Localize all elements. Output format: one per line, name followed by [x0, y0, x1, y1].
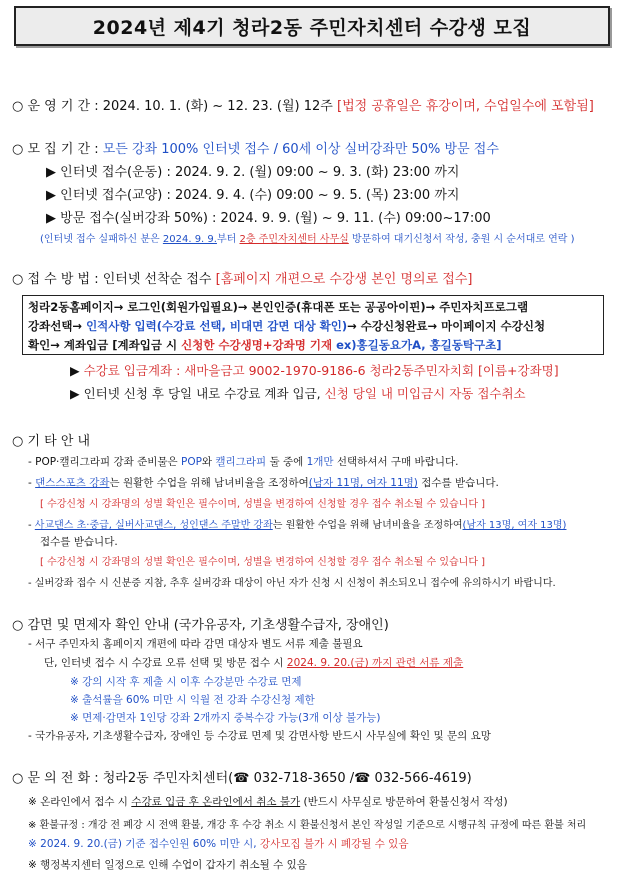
recruit-note-a: (인터넷 접수 실패하신 분은	[40, 234, 163, 245]
contact-label: ○ 문 의 전 화 : 청라2동 주민자치센터(☎ 032-718-3650 /☎ 032-566-4619)	[12, 771, 472, 786]
etc-label: ○ 기 타 안 내	[12, 434, 91, 449]
procedure-line-1: 청라2동홈페이지→ 로그인(회원가입필요)→ 본인인증(휴대폰 또는 공공아이핀)→ 주민자치프로그램	[28, 300, 529, 314]
cancel-a: ▶ 인터넷 신청 후 당일 내로 수강료 계좌 입금,	[70, 386, 325, 401]
etc-line-6: [ 수강신청 시 강좌명의 성별 확인은 필수이며, 성별을 변경하여 신청할 경우 접수 취소될 수 있습니다 ]	[40, 557, 486, 568]
etc-2c: 는 원활한 수업을 위해 남녀비율을 조정하여	[109, 477, 309, 489]
etc-2b: 댄스스포츠 강좌	[35, 477, 110, 489]
proc-2b: 인적사항 입력(수강료 선택, 비대면 감면 대상 확인)	[86, 319, 348, 333]
contact-line-1	[28, 794, 508, 809]
etc-2a: -	[28, 477, 36, 489]
account-arrow: ▶	[70, 363, 84, 378]
period-line	[12, 95, 594, 114]
etc-4a: -	[28, 520, 35, 531]
recruit-line	[12, 138, 499, 157]
discount-label: ○ 감면 및 면제자 확인 안내 (국가유공자, 기초생활수급자, 장애인)	[12, 618, 389, 633]
recruit-note-date: 2024. 9. 9.	[162, 234, 217, 245]
proc-3a: 확인→ 계좌입금 [계좌입금 시	[28, 338, 182, 352]
method-label: ○ 접 수 방 법 : 인터넷 선착순 접수	[12, 272, 216, 287]
etc-1c: 와	[201, 456, 216, 468]
method-note: [홈페이지 개편으로 수강생 본인 명의로 접수]	[215, 272, 473, 287]
discount-line-3: ※ 강의 시작 후 제출 시 이후 수강분만 수강료 면제	[70, 676, 302, 688]
etc-4b: 사교댄스 초·중급, 실버사교댄스, 성인댄스 주말반 강좌	[34, 520, 273, 531]
proc-2a: 강좌선택→	[28, 319, 87, 333]
etc-line-3: [ 수강신청 시 강좌명의 성별 확인은 필수이며, 성별을 변경하여 신청할 경우 접수 취소될 수 있습니다 ]	[40, 499, 486, 510]
contact-3a: ※ 2024. 9. 20.(금) 기준 접수인원 60% 미만 시,	[28, 838, 260, 850]
contact-1b: 수강료 입금 후 온라인에서 취소 불가	[131, 796, 301, 808]
discount-line-5: ※ 면제·감면자 1인당 강좌 2개까지 중복수강 가능(3개 이상 불가능)	[70, 712, 381, 724]
etc-4c: 는 원활한 수업을 위해 남녀비율을 조정하여	[272, 520, 463, 531]
title-banner	[14, 6, 610, 46]
etc-2d: (남자 11명, 여자 11명)	[308, 477, 418, 489]
page-title: 2024년 제4기 청라2동 주민자치센터 수강생 모집	[92, 16, 532, 39]
etc-line-5: 접수를 받습니다.	[40, 536, 118, 548]
procedure-line-2	[28, 318, 545, 334]
procedure-line-3	[28, 337, 501, 353]
contact-line-2: ※ 환불규정 : 개강 전 폐강 시 전액 환불, 개강 후 수강 취소 시 환불신청서 본인 작성일 기준으로 시행규칙 규정에 따른 환불 처리	[28, 820, 587, 831]
discount-line-4: ※ 출석률을 60% 미만 시 익월 전 강좌 수강신청 제한	[70, 694, 315, 706]
discount-line-2	[44, 655, 463, 670]
contact-line-3	[28, 836, 408, 851]
discount-line-1: - 서구 주민자치 홈페이지 개편에 따라 감면 대상자 별도 서류 제출 불필요	[28, 638, 363, 650]
recruit-note-c: 부터	[216, 234, 240, 245]
account-info: 수강료 입금계좌 : 새마을금고 9002-1970-9186-6 청라2동주민자치회 [이름+강좌명]	[83, 363, 559, 378]
etc-1e: 둘 중에	[266, 456, 307, 468]
recruit-note	[40, 230, 575, 245]
etc-line-1	[28, 454, 458, 469]
discount-deadline: 2024. 9. 20.(금) 까지 관련 서류 제출	[286, 657, 464, 669]
recruit-item-3: ▶ 방문 접수(실버강좌 50%) : 2024. 9. 9. (월) ~ 9. 11. (수) 09:00~17:00	[46, 211, 491, 226]
recruit-label: ○ 모 집 기 간 :	[12, 142, 103, 157]
etc-line-2	[28, 475, 499, 490]
discount-line-6: - 국가유공자, 기초생활수급자, 장애인 등 수강료 면제 및 감면사항 반드시 사무실에 확인 및 문의 요망	[28, 730, 491, 742]
contact-1c: (반드시 사무실로 방문하여 환불신청서 작성)	[300, 796, 508, 808]
proc-2c: → 수강신청완료→ 마이페이지 수강신청	[347, 319, 546, 333]
contact-3b: 강사모집 불가 시 폐강될 수 있음	[259, 838, 409, 850]
etc-line-4	[28, 516, 566, 531]
etc-4d: (남자 13명, 여자 13명)	[462, 520, 567, 531]
period-note: [법정 공휴일은 휴강이며, 수업일수에 포함됨]	[337, 99, 594, 114]
recruit-item-1: ▶ 인터넷 접수(운동) : 2024. 9. 2. (월) 09:00 ~ 9. 3. (화) 23:00 까지	[46, 165, 460, 180]
period-label: ○ 운 영 기 간 : 2024. 10. 1. (화) ~ 12. 23. (월) 12주	[12, 99, 333, 114]
proc-3c: ex)홍길동요가A, 홍길동탁구초]	[332, 338, 502, 352]
cancel-line	[70, 384, 526, 402]
etc-1b: POP	[180, 456, 202, 468]
etc-1d: 캘리그라피	[215, 456, 267, 468]
etc-1g: 선택하셔서 구매 바랍니다.	[333, 456, 459, 468]
contact-line-4: ※ 행정복지센터 일정으로 인해 수업이 갑자기 취소될 수 있음	[28, 859, 307, 871]
recruit-item-2: ▶ 인터넷 접수(교양) : 2024. 9. 4. (수) 09:00 ~ 9. 5. (목) 23:00 까지	[46, 188, 460, 203]
etc-line-7: - 실버강좌 접수 시 신분증 지참, 추후 실버강좌 대상이 아닌 자가 신청 시 신청이 취소되오니 접수에 유의하시기 바랍니다.	[28, 578, 556, 589]
discount-2a: 단, 인터넷 접수 시 수강료 오류 선택 및 방문 접수 시	[44, 657, 287, 669]
etc-1a: - POP·캘리그라피 강좌 준비물은	[28, 456, 181, 468]
account-line	[70, 361, 559, 379]
contact-1a: ※ 온라인에서 접수 시	[28, 796, 132, 808]
recruit-note-office: 2층 주민자치센터 사무실	[239, 234, 349, 245]
etc-1f: 1개만	[306, 456, 334, 468]
recruit-note-e: 방문하여 대기신청서 작성, 충원 시 순서대로 연락 )	[348, 234, 575, 245]
cancel-b: 신청 당일 내 미입금시 자동 접수취소	[324, 386, 526, 401]
etc-2e: 접수를 받습니다.	[417, 477, 499, 489]
recruit-summary: 모든 강좌 100% 인터넷 접수 / 60세 이상 실버강좌만 50% 방문 접수	[102, 142, 499, 157]
proc-3b: 신청한 수강생명+강좌명 기재	[181, 338, 333, 352]
method-line	[12, 268, 472, 287]
